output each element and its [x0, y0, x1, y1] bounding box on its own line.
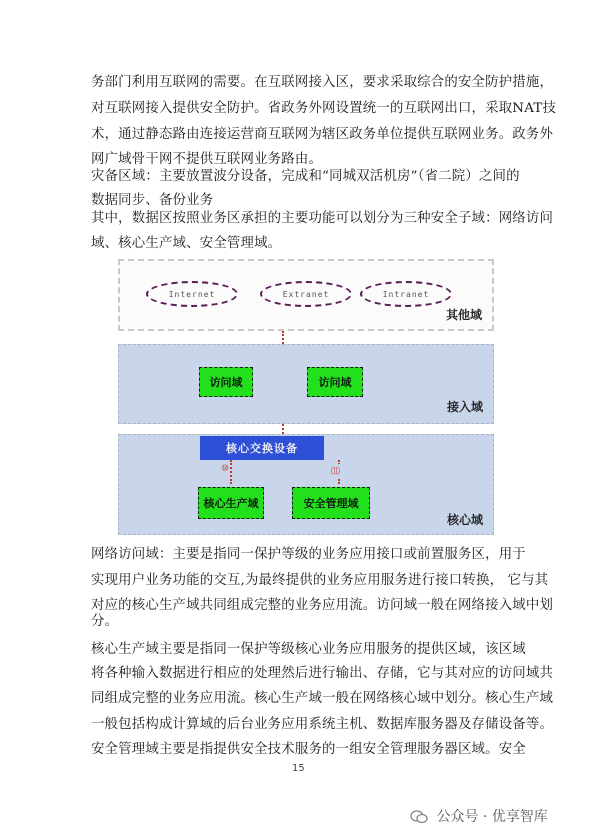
other-zone-label: 其他域	[445, 308, 482, 322]
text-line: 网络访问域：主要是指同一保护等级的业务应用接口或前置服务区，用于	[91, 547, 526, 562]
text-line: 数据同步、备份业务	[91, 193, 214, 208]
watermark	[410, 806, 600, 828]
security-zone-diagram	[118, 259, 494, 535]
core-zone-label: 核心域	[446, 513, 483, 527]
watermark-text: 公众号 · 优享智库	[436, 809, 548, 825]
text-line: 同组成完整的业务应用流。核心生产域一般在网络核心域中划分。核心生产域	[91, 691, 554, 706]
core-switch: 核心交换设备	[200, 436, 324, 460]
wechat-icon	[410, 810, 428, 824]
security-management-box: 安全管理域	[292, 487, 370, 519]
internet-cloud: Internet	[146, 281, 238, 307]
text-line: 对互联网接入提供安全防护。省政务外网设置统一的互联网出口，采取NAT技	[91, 101, 557, 116]
access-zone-label: 接入域	[446, 400, 483, 414]
text-line: 对应的核心生产域共同组成完整的业务应用流。访问域一般在网络接入域中划	[91, 598, 554, 613]
text-line: 实现用户业务功能的交互,为最终提供的业务应用服务进行接口转换， 它与其	[91, 573, 549, 588]
access-domain-box: 访问域	[307, 367, 363, 397]
text-line: 分。	[91, 614, 119, 629]
connector-line	[282, 424, 284, 434]
access-domain-box: 访问域	[199, 367, 253, 397]
connector-line	[230, 460, 232, 484]
text-line: 安全管理域主要是指提供安全技术服务的一组安全管理服务器区域。安全	[91, 742, 526, 757]
text-line: 务部门利用互联网的需要。在互联网接入区，要求采取综合的安全防护措施，	[91, 75, 554, 90]
text-line: 术，通过静态路由连接运营商互联网为辖区政务单位提供互联网业务。政务外	[91, 127, 554, 142]
intranet-cloud: Intranet	[360, 281, 452, 307]
core-production-box: 核心生产域	[198, 487, 264, 519]
marker-11: ⑾	[330, 464, 341, 477]
text-line: 域、核心生产域、安全管理域。	[91, 236, 282, 251]
marker-10: ⑩	[221, 464, 230, 474]
text-line: 网广域骨干网不提供互联网业务路由。	[91, 152, 323, 167]
access-zone	[118, 344, 494, 424]
extranet-cloud: Extranet	[260, 281, 352, 307]
other-zone	[118, 259, 494, 331]
connector-line	[282, 331, 284, 344]
text-line: 灾备区域：主要放置波分设备，完成和“同城双活机房”（省二院）之间的	[91, 169, 520, 184]
text-line: 一般包括构成计算域的后台业务应用系统主机、数据库服务器及存储设备等。	[91, 717, 554, 732]
text-line: 核心生产域主要是指同一保护等级核心业务应用服务的提供区域，该区域	[91, 642, 526, 657]
page-number: 15	[292, 763, 305, 774]
text-line: 将各种输入数据进行相应的处理然后进行输出、存储，它与其对应的访问域共	[91, 666, 554, 681]
text-line: 其中，数据区按照业务区承担的主要功能可以划分为三种安全子域：网络访问	[91, 211, 554, 226]
